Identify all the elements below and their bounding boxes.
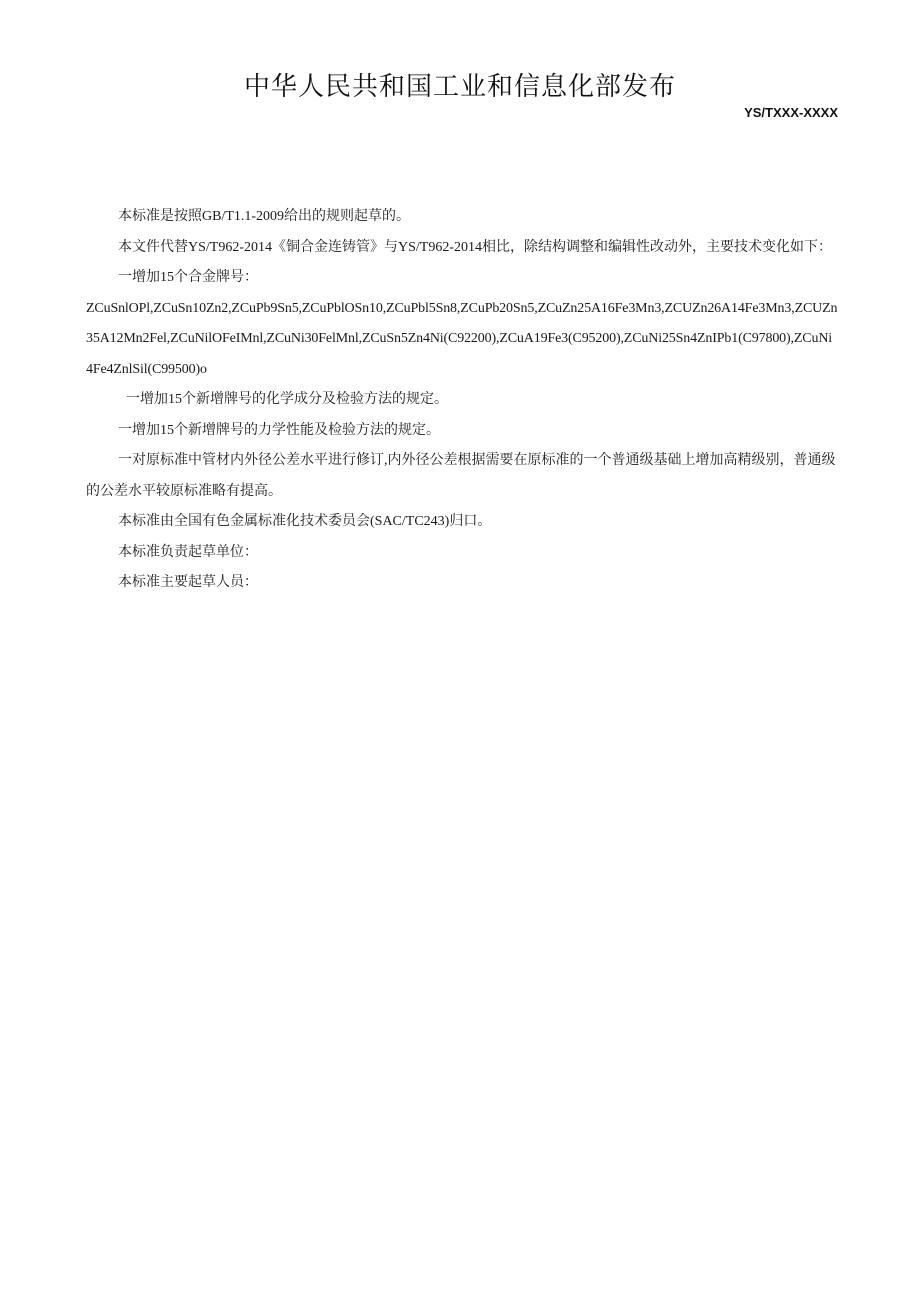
paragraph-change-mechanical-properties: 一增加15个新增牌号的力学性能及检验方法的规定。 [118, 422, 440, 438]
paragraph-change-chemical-composition: 一增加15个新增牌号的化学成分及检验方法的规定。 [126, 392, 448, 407]
paragraph-drafting-units: 本标准负责起草单位： [118, 544, 258, 560]
paragraph-change-tolerance: 一对原标准中管材内外径公差水平进行修订,内外径公差根据需要在原标准的一个普通级基础上增加高精级别，普通级的公差水平较原标准略有提高。 [86, 453, 836, 499]
foreword-body [86, 202, 838, 599]
standard-code: YS/TXXX-XXXX [744, 105, 838, 120]
paragraph-change-alloy-grades: 一增加15个合金牌号： [118, 270, 258, 285]
paragraph-drafting-persons: 本标准主要起草人员： [118, 575, 258, 590]
paragraph-replacement: 本文件代替YS/T962-2014《铜合金连铸管》与YS/T962-2014相比，除结构调整和编辑性改动外，主要技术变化如下： [118, 239, 832, 255]
publisher-title: 中华人民共和国工业和信息化部发布 [243, 72, 676, 102]
paragraph-committee: 本标准由全国有色金属标准化技术委员会(SAC/TC243)归口。 [118, 514, 492, 529]
paragraph-alloy-grade-list: ZCuSnlOPl,ZCuSn10Zn2,ZCuPb9Sn5,ZCuPblOSn10,ZCuPbl5Sn8,ZCuPb20Sn5,ZCuZn25A16Fe3Mn3,ZCUZn26A14Fe3Mn3,ZCUZn35A12Mn2Fel,ZCuNilOFeIMnl,ZCuNi30FelMnl,ZCuSn5Zn4Ni(C92200),ZCuA19Fe3(C95200),ZCuNi25Sn4ZnIPb1(C97800),ZCuNi4Fe4ZnlSil(C99500)o [86, 300, 838, 377]
paragraph-drafting-rules: 本标准是按照GB/T1.1-2009给出的规则起草的。 [118, 209, 411, 224]
